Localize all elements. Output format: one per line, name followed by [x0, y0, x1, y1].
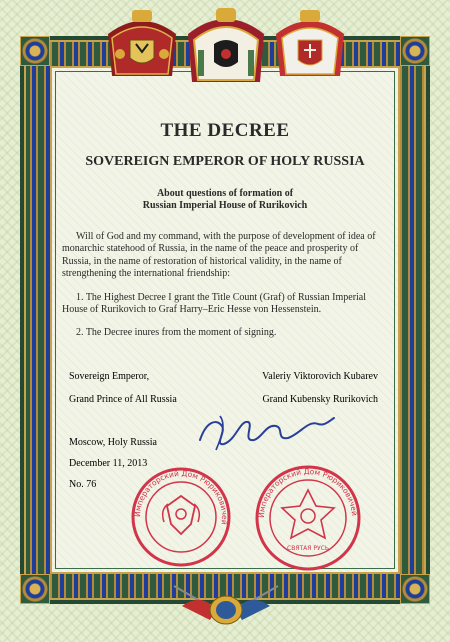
place-of-issue: Moscow, Holy Russia [69, 437, 157, 448]
seal-bottom-text: СВЯТАЯ РУСЬ [287, 545, 329, 552]
signatory-name: Valeriy Viktorovich Kubarev [262, 371, 378, 382]
about-line-1: About questions of formation of [156, 188, 294, 199]
corner-ornament [400, 574, 430, 604]
issue-date: December 11, 2013 [69, 458, 148, 469]
signatory-rank: Grand Prince of All Russia [69, 394, 177, 405]
signatory-title: Sovereign Emperor, [69, 371, 150, 382]
signatory-house: Grand Kubensky Rurikovich [262, 394, 378, 405]
coat-of-arms-center [184, 4, 268, 88]
corner-ornament [400, 36, 430, 66]
decree-number: No. 76 [69, 479, 97, 490]
handwritten-signature [196, 410, 336, 457]
about-heading [62, 188, 388, 212]
page-title: THE DECREE [160, 120, 290, 141]
decree-subtitle: SOVEREIGN EMPEROR OF HOLY RUSSIA [85, 154, 365, 169]
seal-ring-text: Императорский Дом Рюриковичей [132, 468, 230, 526]
round-seal-left [130, 466, 232, 573]
decree-item-2: 2. The Decree inures from the moment of signing. [76, 327, 277, 339]
coat-of-arms-right [270, 4, 350, 84]
corner-ornament [20, 574, 50, 604]
seal-ring-text: Императорский Дом Рюриковичей [256, 466, 359, 519]
about-line-2: Russian Imperial House of Rurikovich [142, 200, 308, 211]
svg-text:Императорский Дом Рюриковичей [257, 467, 359, 518]
decree-item-1: 1. The Highest Decree I grant the Title Count (Graf) of Russian Imperial House of Rurikovich to Graf Harry–Eric Hesse von Hessenstein. [62, 291, 367, 316]
coat-of-arms-left [102, 4, 182, 84]
corner-ornament [20, 36, 50, 66]
bottom-emblem [168, 576, 284, 637]
preamble-paragraph: Will of God and my command, with the purpose of development of idea of monarchic statehood of Russia, in the name of the peace and prosperity of Russia, in the name of restoration of historical validity, in the name of strengthening the international friendship: [62, 231, 376, 280]
svg-text:Императорский Дом Рюриковичей [133, 469, 229, 525]
round-seal-right [254, 464, 362, 577]
decree-body [62, 120, 388, 340]
